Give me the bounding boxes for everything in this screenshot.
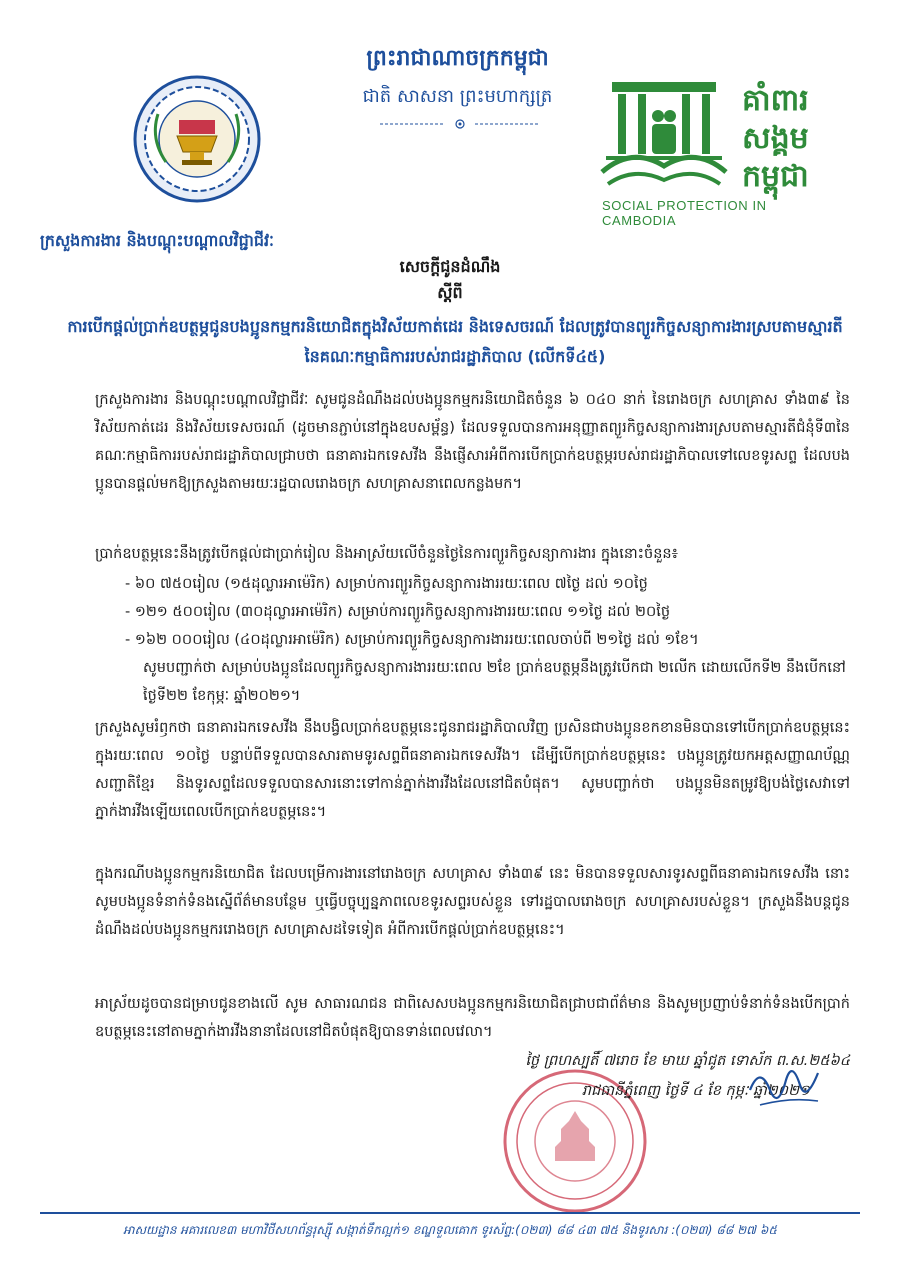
document-subject: ការបើកផ្តល់ប្រាក់ឧបត្ថម្ភជូនបងប្អូនកម្មករនិយោជិតក្នុងវិស័យកាត់ដេរ និងទេសចរណ៍ ដែលត្រូវបានព្យួរកិច្ចសន្យាការងារស្របតាមស្មារតីនៃគណៈកម្មាធិការរបស់រាជរដ្ឋាភិបាល (លើកទី៤៥) [67,317,843,366]
paragraph-3: ក្រសួងសូមរំឭកថា ធនាគារឯកទេសវីង នឹងបង្វិលប្រាក់ឧបត្ថម្ភនេះជូនរាជរដ្ឋាភិបាលវិញ ប្រសិនជាបងប្អូនខកខានមិនបានទៅបើកប្រាក់ឧបត្ថម្ភនេះ ក្នុងរយៈពេល ១០ថ្ងៃ បន្ទាប់ពីទទួលបានសារតាមទូរសព្ទពីធនាគារឯកទេសវីង។ ដើម្បីបើកប្រាក់ឧបត្ថម្ភនេះ បងប្អូនត្រូវយកអត្តសញ្ញាណប័ណ្ណសញ្ជាតិខ្មែរ និងទូរសព្ទដែលទទួលបានសារនោះទៅកាន់ភ្នាក់ងារវីងដែលនៅជិតបំផុត។ សូមបញ្ជាក់ថា បងប្អូនមិនតម្រូវឱ្យបង់ថ្លៃសេវាទៅភ្នាក់ងារវីងឡើយពេលបើកប្រាក់ឧបត្ថម្ភនេះ។ [95,720,850,820]
ministry-name: ក្រសួងការងារ និងបណ្តុះបណ្តាលវិជ្ជាជីវៈ [40,231,274,250]
sp-wordmark-line-3: កម្ពុជា [742,159,809,194]
signature [740,1050,830,1120]
gregorian-date: រាជធានីភ្នំពេញ ថ្ងៃទី ៤ ខែ កុម្ភៈ ឆ្នាំ២០២១ [581,1083,810,1099]
list-item: - ៦០ ៧៥០រៀល (១៥ដុល្លារអាម៉េរិក) សម្រាប់ការព្យួរកិច្ចសន្យាការងាររយៈពេល ៧ថ្ងៃ ដល់ ១០ថ្ងៃ [125,576,648,592]
paragraph-5: អាស្រ័យដូចបានជម្រាបជូនខាងលើ សូម សាធារណជន ជាពិសេសបងប្អូនកម្មករនិយោជិតជ្រាបជាព័ត៌មាន និងសូមប្រញាប់ទំនាក់ទំនងបើកប្រាក់ឧបត្ថម្ភនេះនៅតាមភ្នាក់ងារវីងនានាដែលនៅជិតបំផុតឱ្យបានទាន់ពេលវេលា។ [95,996,850,1040]
footer-address: អាសយដ្ឋាន អគារលេខ៣ មហាវិថីសហព័ន្ធរុស្ស៊ី សង្កាត់ទឹកល្អក់១ ខណ្ឌទួលគោក ទូរស័ព្ទ:(០២៣) ៨៨ ៤៣ ៧៥ និងទូរសារ :(០២៣) ៨៨ ២៧ ៦៥ [123,1223,777,1237]
footer-divider [40,1212,860,1214]
allowance-list [125,570,855,710]
lunar-date: ថ្ងៃ ព្រហស្បតិ៍ ៧រោច ខែ មាឃ ឆ្នាំជូត ទោស័ក ព.ស.២៥៦៤ [525,1053,850,1069]
ornament-divider [380,118,540,130]
list-note: សូមបញ្ជាក់ថា សម្រាប់បងប្អូនដែលព្យួរកិច្ចសន្យាការងាររយៈពេល ២ខែ ប្រាក់ឧបត្ថម្ភនឹងត្រូវបើកជា ២លើក ដោយលើកទី២ នឹងបើកនៅថ្ងៃទី២២ ខែកុម្ភៈ ឆ្នាំ២០២១។ [143,660,846,704]
paragraph-2: ប្រាក់ឧបត្ថម្ភនេះនឹងត្រូវបើកផ្តល់ជាប្រាក់រៀល និងអាស្រ័យលើចំនួនថ្ងៃនៃការព្យួរកិច្ចសន្យាការងារ ក្នុងនោះចំនួន៖ [95,546,678,562]
list-item: - ១៦២ ០០០រៀល (៤០ដុល្លារអាម៉េរិក) សម្រាប់ការព្យួរកិច្ចសន្យាការងាររយៈពេលចាប់ពី ២១ថ្ងៃ ដល់ ១ខែ។ [125,632,699,648]
social-protection-caption: SOCIAL PROTECTION IN CAMBODIA [602,198,767,228]
social-protection-khmer-wordmark [742,82,872,196]
sp-wordmark-line-1: គាំពារ [742,83,809,118]
ministry-logo [132,74,262,204]
social-protection-logo [598,76,730,198]
document-about: ស្តីពី [437,283,463,302]
kingdom-title: ព្រះរាជាណាចក្រកម្ពុជា [366,46,549,71]
national-motto: ជាតិ សាសនា ព្រះមហាក្សត្រ [362,86,553,107]
list-item: - ១២១ ៥០០រៀល (៣០ដុល្លារអាម៉េរិក) សម្រាប់ការព្យួរកិច្ចសន្យាការងាររយៈពេល ១១ថ្ងៃ ដល់ ២០ថ្ងៃ [125,604,671,620]
paragraph-4: ក្នុងករណីបងប្អូនកម្មករនិយោជិត ដែលបម្រើការងារនៅរោងចក្រ សហគ្រាស ទាំង៣៩ នេះ មិនបានទទួលសារទូរសព្ទពីធនាគារឯកទេសវីង នោះសូមបងប្អូនទំនាក់ទំនងស្នើព័ត៌មានបន្ថែម ឬធ្វើបច្ចុប្បន្នភាពលេខទូរសព្ទរបស់ខ្លួន ទៅរដ្ឋបាលរោងចក្រ សហគ្រាសរបស់ខ្លួន។ ក្រសួងនឹងបន្តជូនដំណឹងដល់បងប្អូនកម្មកររោងចក្រ សហគ្រាសដទៃទៀត អំពីការបើកផ្តល់ប្រាក់ឧបត្ថម្ភនេះ។ [95,866,850,938]
document-title: សេចក្តីជូនដំណឹង [399,257,501,276]
paragraph-1: ក្រសួងការងារ និងបណ្តុះបណ្តាលវិជ្ជាជីវៈ សូមជូនដំណឹងដល់បងប្អូនកម្មករនិយោជិតចំនួន ៦ ០៤០ នាក់ នៃរោងចក្រ សហគ្រាស ទាំង៣៩ នៃវិស័យកាត់ដេរ និងវិស័យទេសចរណ៍ (ដូចមានភ្ជាប់នៅក្នុងឧបសម្ព័ន្ធ) ដែលទទួលបានការអនុញ្ញាតព្យួរកិច្ចសន្យាការងារស្របតាមស្មារតីជំនុំទី៣នៃគណៈកម្មាធិការរបស់រាជរដ្ឋាភិបាលជ្រាបថា ធនាគារឯកទេសវីង នឹងផ្ញើសារអំពីការបើកប្រាក់ឧបត្ថម្ភរបស់រាជរដ្ឋាភិបាលទៅលេខទូរសព្ទ ដែលបងប្អូនបានផ្តល់មកឱ្យក្រសួងតាមរយៈរដ្ឋបាលរោងចក្រ សហគ្រាសនាពេលកន្លងមក។ [95,392,850,492]
sp-wordmark-line-2: សង្គម [742,121,809,156]
